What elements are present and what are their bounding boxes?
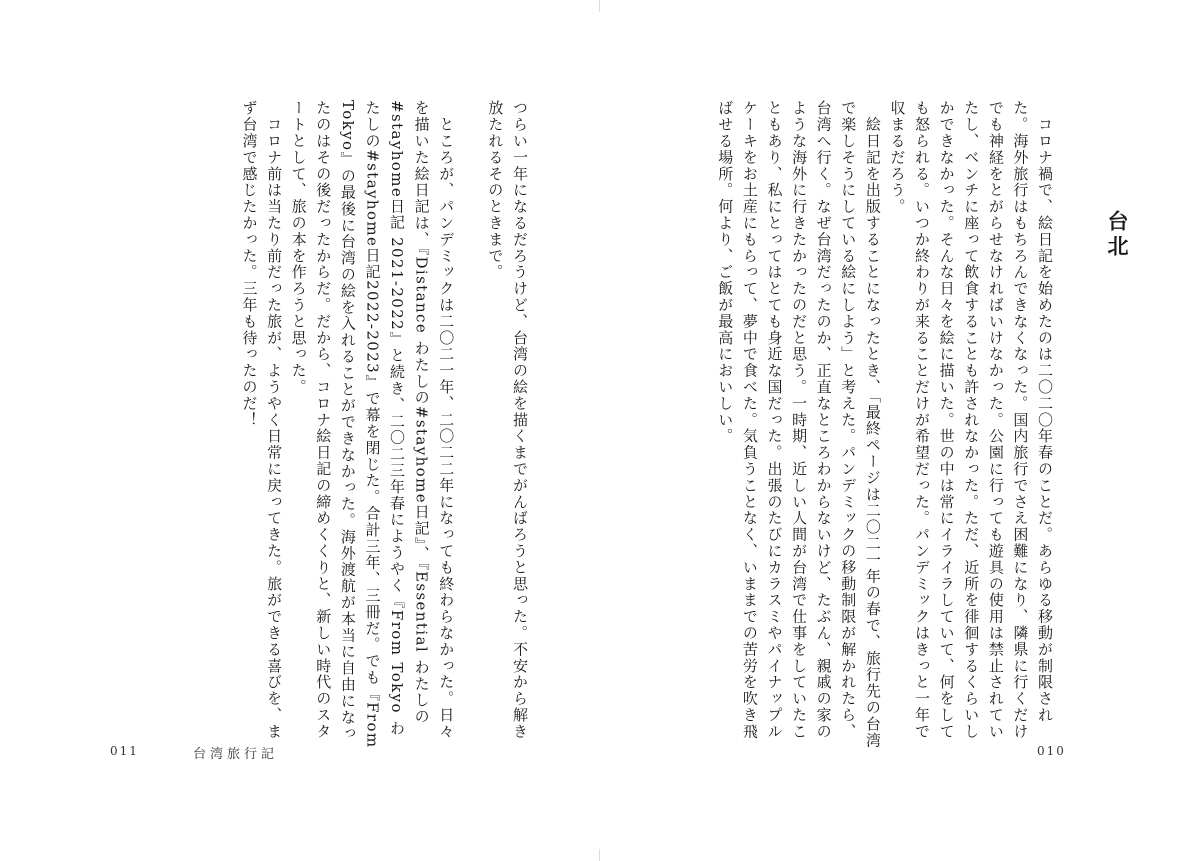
running-head: 台湾旅行記 — [193, 747, 279, 762]
right-page — [600, 0, 1200, 861]
paragraph: コロナ前は当たり前だった旅が、ようやく日常に戻ってきた。旅ができる喜びを、まず台湾で感じたかった。三年も待ったのだ！ — [240, 100, 284, 740]
chapter-title: 台北 — [1105, 210, 1129, 260]
paragraph: コロナ禍で、絵日記を始めたのは二〇二〇年春のことだ。あらゆる移動が制限された。海外旅行はもちろんできなくなった。国内旅行でさえ困難になり、隣県に行くだけでも神経をとがらせなければいけなかった。公園に行っても遊具の使用は禁止されていたし、ベンチに座って飲食することも許されなかった。ただ、近所を徘徊するくらいしかできなかった。そんな日々を絵に描いた。世の中は常にイライラしていて、何をしても怒られる。いつか終わりが来ることだけが希望だった。パンデミックはきっと一年で収まるだろう。 — [888, 100, 1054, 740]
page-number-left: 011 — [110, 744, 139, 758]
left-page-body — [72, 100, 532, 750]
paragraph: 絵日記を出版することになったとき、「最終ページは二〇二一年の春で、旅行先の台湾で楽しそうにしている絵にしよう」と考えた。パンデミックの移動制限が解かれたら、台湾へ行く。なぜ台湾だったのか、正直なところわからないけど、たぶん、親戚の家のような海外に行きたかったのだと思う。一時期、近しい人間が台湾で仕事をしていたこともあり、私にとってはとても身近な国だった。出張のたびにカラスミやパイナップルケーキをお土産にもらって、夢中で食べた。気負うことなく、いままでの苦労を吹き飛ばせる場所。何より、ご飯が最高においしい。 — [716, 100, 882, 749]
page-number-right: 010 — [1037, 744, 1066, 758]
paragraph: つらい一年になるだろうけど、台湾の絵を描くまでがんばろうと思った。不安から解き放たれるそのときまで。 — [486, 100, 529, 740]
paragraph: ところが、パンデミックは二〇二一年、二〇二二年になっても終わらなかった。日々を描いた絵日記は、『Distance わたしの#stayhome日記』、『Essential わたしの#stayhome日記 2021-2022』と続き、二〇二三年春にようやく『From Tokyo わたしの#stayhome日記2022-2023』で幕を閉じた。合計三年、三冊だ。でも『From Tokyo』の最後に台湾の絵を入れることができなかった。海外渡航が本当に自由になったのはその後だったからだ。だから、コロナ絵日記の締めくくりと、新しい時代のスタートとして、旅の本を作ろうと思った。 — [289, 100, 456, 749]
